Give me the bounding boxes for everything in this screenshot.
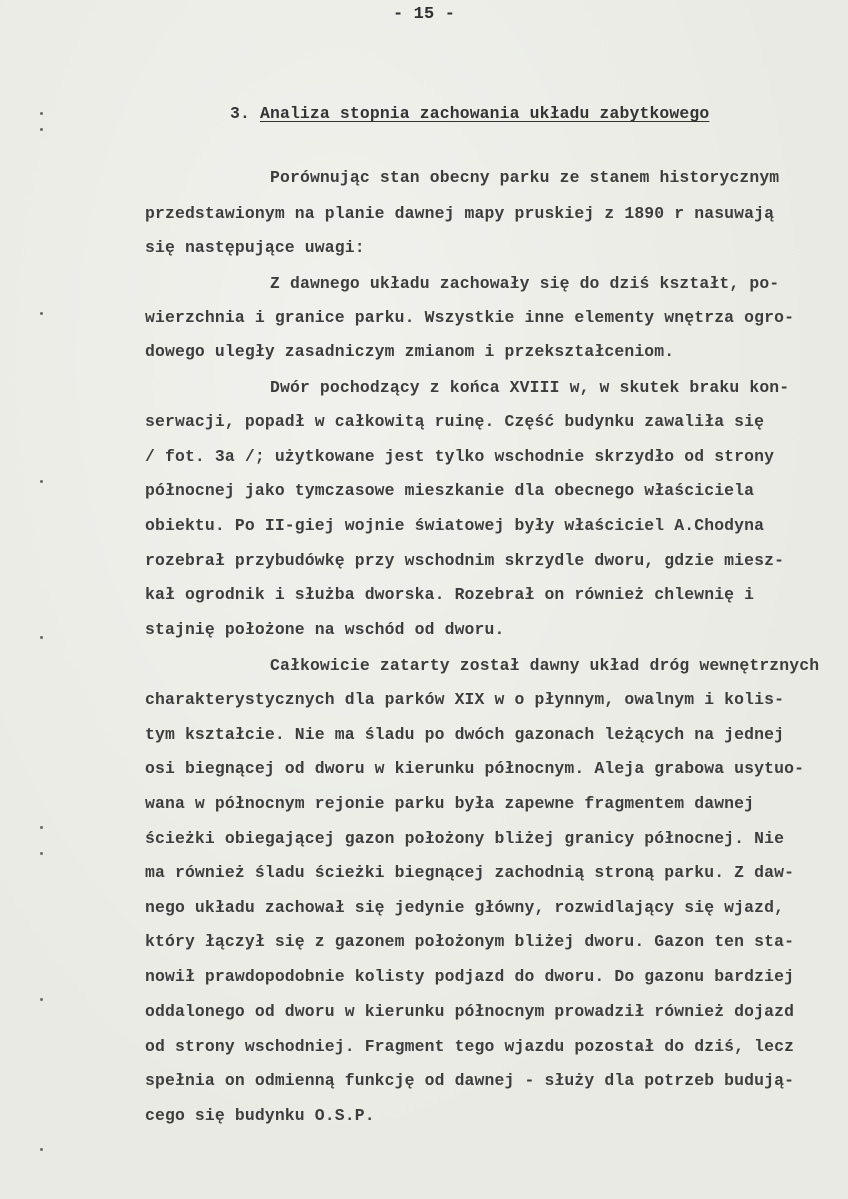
margin-dot (40, 998, 43, 1001)
page-number: - 15 - (392, 5, 456, 24)
text-line: Porównując stan obecny parku ze stanem historycznym (270, 168, 780, 187)
margin-dot (40, 1148, 43, 1151)
text-line: wierzchnia i granice parku. Wszystkie inne elementy wnętrza ogro- (145, 308, 795, 327)
text-line: serwacji, popadł w całkowitą ruinę. Część budynku zawaliła się (145, 412, 765, 431)
text-line: północnej jako tymczasowe mieszkanie dla obecnego właściciela (145, 481, 755, 500)
text-line: Całkowicie zatarty został dawny układ dróg wewnętrznych (270, 656, 820, 675)
text-line: wana w północnym rejonie parku była zapewne fragmentem dawnej (145, 794, 755, 813)
text-line: cego się budynku O.S.P. (145, 1106, 375, 1125)
text-line: nowił prawdopodobnie kolisty podjazd do dworu. Do gazonu bardziej (145, 967, 795, 986)
text-line: rozebrał przybudówkę przy wschodnim skrzydle dworu, gdzie miesz- (145, 551, 785, 570)
section-title: Analiza stopnia zachowania układu zabytkowego (259, 104, 710, 123)
text-line: kał ogrodnik i służba dworska. Rozebrał on również chlewnię i (145, 585, 755, 604)
margin-dot (40, 112, 43, 115)
margin-dot (40, 312, 43, 315)
text-line: tym kształcie. Nie ma śladu po dwóch gazonach leżących na jednej (145, 725, 785, 744)
margin-dot (40, 826, 43, 829)
section-heading (230, 104, 709, 123)
text-line: ścieżki obiegającej gazon położony bliżej granicy północnej. Nie (145, 829, 785, 848)
text-line: Dwór pochodzący z końca XVIII w, w skutek braku kon- (270, 378, 790, 397)
text-line: Z dawnego układu zachowały się do dziś kształt, po- (270, 274, 780, 293)
text-line: który łączył się z gazonem położonym bliżej dworu. Gazon ten sta- (145, 932, 795, 951)
margin-dot (40, 128, 43, 131)
text-line: oddalonego od dworu w kierunku północnym prowadził również dojazd (145, 1002, 795, 1021)
margin-dot (40, 636, 43, 639)
text-line: nego układu zachował się jedynie główny, rozwidlający się wjazd, (145, 898, 785, 917)
text-line: obiektu. Po II-giej wojnie światowej były właściciel A.Chodyna (145, 516, 765, 535)
margin-dot (40, 852, 43, 855)
text-line: spełnia on odmienną funkcję od dawnej - służy dla potrzeb budują- (145, 1071, 795, 1090)
text-line: osi biegnącej od dworu w kierunku północnym. Aleja grabowa usytuo- (145, 759, 805, 778)
text-line: stajnię położone na wschód od dworu. (145, 620, 505, 639)
text-line: od strony wschodniej. Fragment tego wjazdu pozostał do dziś, lecz (145, 1037, 795, 1056)
text-line: przedstawionym na planie dawnej mapy pruskiej z 1890 r nasuwają (145, 204, 775, 223)
margin-dot (40, 480, 43, 483)
text-line: ma również śladu ścieżki biegnącej zachodnią stroną parku. Z daw- (145, 863, 795, 882)
text-line: dowego uległy zasadniczym zmianom i przekształceniom. (145, 342, 675, 361)
text-line: / fot. 3a /; użytkowane jest tylko wschodnie skrzydło od strony (145, 447, 775, 466)
section-number: 3. (230, 104, 250, 123)
text-line: się następujące uwagi: (145, 238, 365, 257)
text-line: charakterystycznych dla parków XIX w o płynnym, owalnym i kolis- (145, 690, 785, 709)
